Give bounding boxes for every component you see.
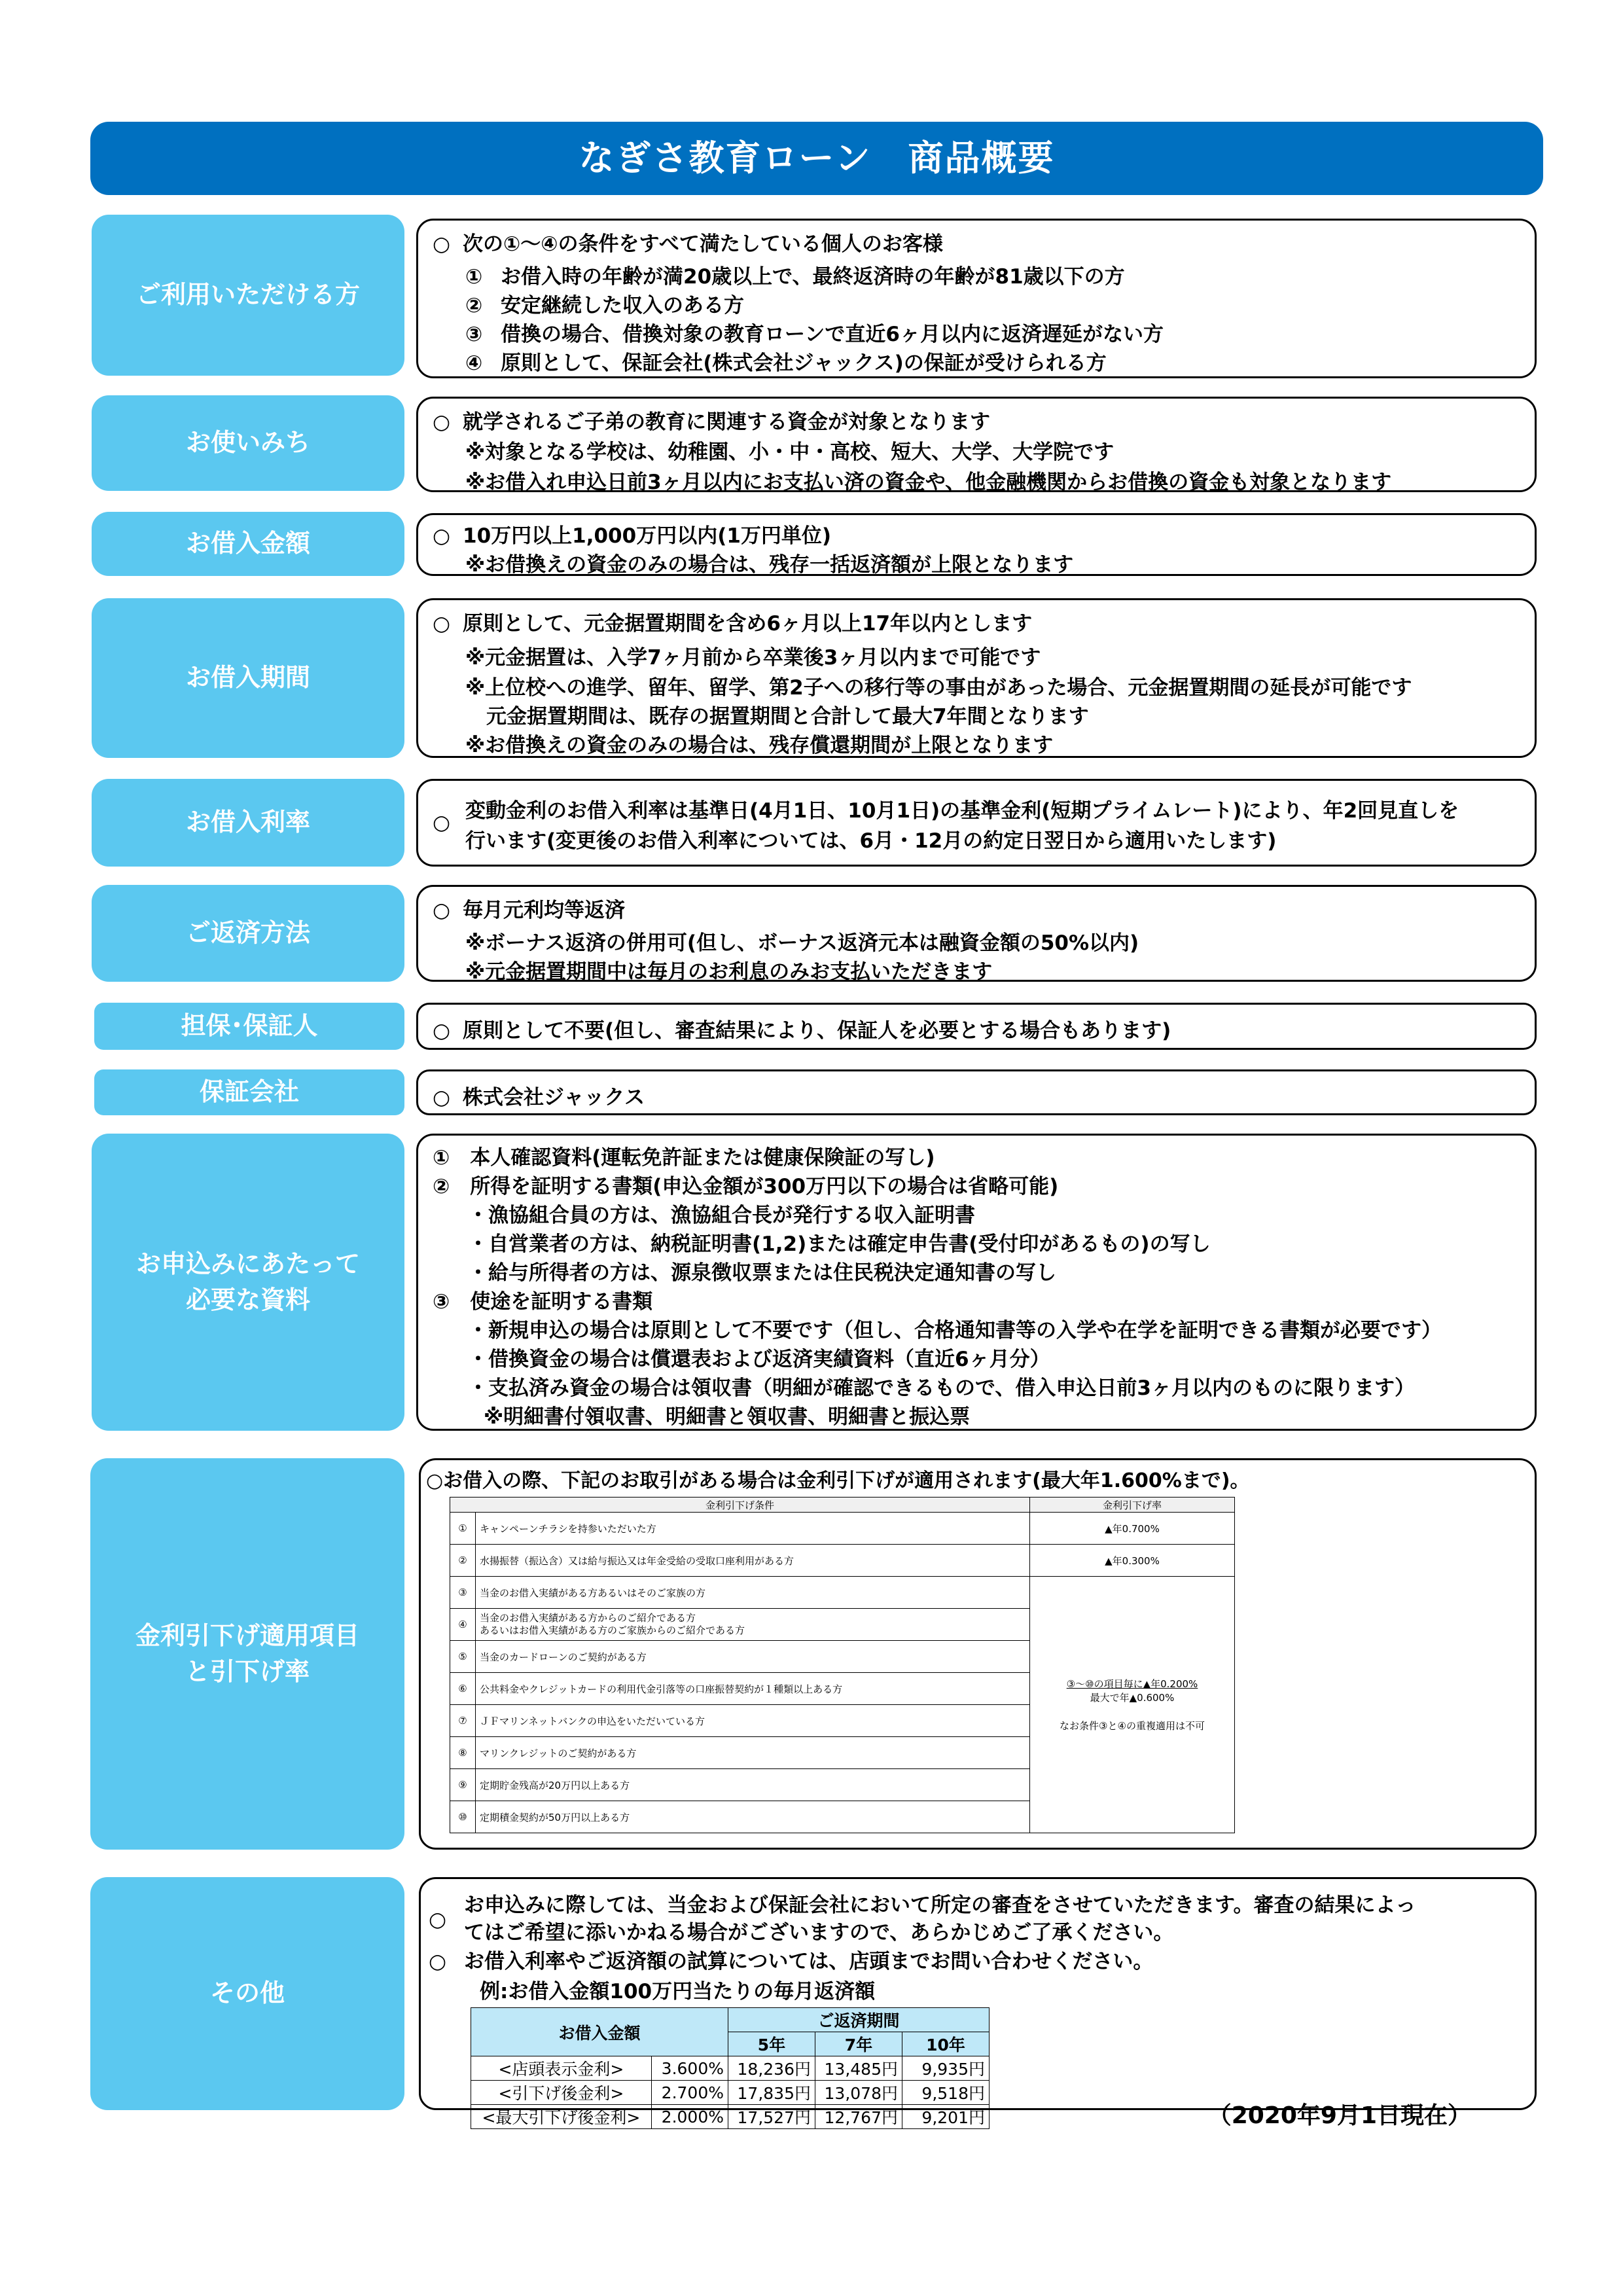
table-row	[450, 1513, 1235, 1545]
row-value: 13,485円	[815, 2056, 902, 2081]
table-row	[450, 1577, 1235, 1609]
other-line: お借入利率やご返済額の試算については、店頭までお問い合わせください。	[464, 1950, 1154, 1973]
documents-line: ・新規申込の場合は原則として不要です（但し、合格通知書等の入学や在学を証明できる書類が必要です）	[468, 1319, 1442, 1342]
box-collateral	[416, 1003, 1537, 1050]
row-condition: ＪＦマリンネットバンクの申込をいただいている方	[476, 1705, 1030, 1737]
label-documents: お申込みにあたって 必要な資料	[92, 1134, 404, 1431]
documents-line: ・支払済み資金の場合は領収書（明細が確認できるもので、借入申込日前3ヶ月以内のものに限ります）	[468, 1376, 1415, 1400]
bullet-icon: ○	[433, 410, 451, 434]
row-rate: 2.700%	[651, 2081, 728, 2105]
row-number: ⑧	[450, 1737, 476, 1769]
documents-line: ① 本人確認資料(運転免許証または健康保険証の写し)	[433, 1146, 935, 1170]
row-value: 18,236円	[728, 2056, 815, 2081]
box-documents	[416, 1134, 1537, 1431]
col-condition: 金利引下げ条件	[450, 1498, 1030, 1513]
box-discount	[419, 1458, 1537, 1850]
row-value: 9,935円	[902, 2056, 990, 2081]
row-value: 9,201円	[902, 2105, 990, 2129]
row-rate: ▲年0.700%	[1030, 1513, 1235, 1545]
table-row	[471, 2081, 990, 2105]
label-guarantor: 保証会社	[94, 1069, 404, 1115]
use-line: ※対象となる学校は、幼稚園、小・中・高校、短大、大学、大学院です	[465, 440, 1115, 464]
item-number: ②	[465, 294, 483, 317]
header-term: 10年	[902, 2032, 990, 2056]
collateral-text: 原則として不要(但し、審査結果により、保証人を必要とする場合もあります)	[463, 1019, 1171, 1043]
eligibility-item: 借換の場合、借換対象の教育ローンで直近6ヶ月以内に返済遅延がない方	[501, 323, 1164, 346]
label-amount: お借入金額	[92, 512, 404, 576]
table-row	[450, 1545, 1235, 1577]
bullet-icon: ○	[429, 1908, 447, 1931]
row-number: ④	[450, 1609, 476, 1641]
group-rate-line: 最大で年▲0.600%	[1090, 1692, 1175, 1704]
row-rate: ▲年0.300%	[1030, 1545, 1235, 1577]
label-use: お使いみち	[92, 395, 404, 491]
eligibility-item: お借入時の年齢が満20歳以上で、最終返済時の年齢が81歳以下の方	[501, 265, 1125, 289]
item-number: ①	[465, 265, 483, 289]
row-value: 9,518円	[902, 2081, 990, 2105]
row-rate: 3.600%	[651, 2056, 728, 2081]
table-row	[471, 2105, 990, 2129]
page-title: なぎさ教育ローン 商品概要	[90, 122, 1543, 195]
row-number: ⑨	[450, 1769, 476, 1801]
rate-line: 変動金利のお借入利率は基準日(4月1日、10月1日)の基準金利(短期プライムレート)により、年2回見直しを	[465, 799, 1459, 823]
repayment-line: 毎月元利均等返済	[463, 899, 625, 922]
repayment-line: ※元金据置期間中は毎月のお利息のみお支払いただきます	[465, 960, 993, 984]
box-repayment	[416, 885, 1537, 982]
use-line: ※お借入れ申込日前3ヶ月以内にお支払い済の資金や、他金融機関からお借換の資金も対象となります	[465, 471, 1392, 494]
header-amount: お借入金額	[471, 2008, 728, 2056]
row-condition: 定期貯金残高が20万円以上ある方	[476, 1769, 1030, 1801]
box-period	[416, 598, 1537, 758]
box-guarantor	[416, 1069, 1537, 1115]
row-condition: 当金のカードローンのご契約がある方	[476, 1641, 1030, 1673]
row-condition: キャンペーンチラシを持参いただいた方	[476, 1513, 1030, 1545]
table-row	[471, 2056, 990, 2081]
amount-line: 10万円以上1,000万円以内(1万円単位)	[463, 524, 832, 548]
bullet-icon: ○	[433, 899, 451, 922]
documents-line: ・借換資金の場合は償還表および返済実績資料（直近6ヶ月分）	[468, 1348, 1050, 1371]
repayment-line: ※ボーナス返済の併用可(但し、ボーナス返済元本は融資金額の50%以内)	[465, 931, 1139, 955]
row-number: ⑥	[450, 1673, 476, 1705]
item-number: ③	[465, 323, 483, 346]
row-value: 17,527円	[728, 2105, 815, 2129]
discount-intro: ○お借入の際、下記のお取引がある場合は金利引下げが適用されます(最大年1.600%まで)。	[426, 1469, 1250, 1492]
header-term: 5年	[728, 2032, 815, 2056]
row-condition: 当金のお借入実績がある方からのご紹介である方 あるいはお借入実績がある方のご家族からのご紹介である方	[476, 1609, 1030, 1641]
bullet-icon: ○	[433, 232, 451, 256]
label-rate: お借入利率	[92, 779, 404, 867]
label-eligibility: ご利用いただける方	[92, 215, 404, 376]
eligibility-item: 原則として、保証会社(株式会社ジャックス)の保証が受けられる方	[501, 351, 1107, 375]
bullet-icon: ○	[433, 1086, 451, 1109]
row-condition: 当金のお借入実績がある方あるいはそのご家族の方	[476, 1577, 1030, 1609]
amount-line: ※お借換えの資金のみの場合は、残存一括返済額が上限となります	[465, 553, 1074, 577]
example-caption: 例:お借入金額100万円当たりの毎月返済額	[480, 1980, 876, 2003]
row-condition: 定期積金契約が50万円以上ある方	[476, 1801, 1030, 1833]
row-value: 13,078円	[815, 2081, 902, 2105]
discount-table	[450, 1497, 1235, 1833]
guarantor-text: 株式会社ジャックス	[463, 1086, 645, 1109]
documents-line: ・漁協組合員の方は、漁協組合長が発行する収入証明書	[468, 1204, 975, 1227]
eligibility-intro: 次の①～④の条件をすべて満たしている個人のお客様	[463, 232, 943, 256]
row-number: ③	[450, 1577, 476, 1609]
bullet-icon: ○	[433, 1019, 451, 1043]
bullet-icon: ○	[433, 612, 451, 636]
item-number: ④	[465, 351, 483, 375]
documents-line: ② 所得を証明する書類(申込金額が300万円以下の場合は省略可能)	[433, 1175, 1059, 1198]
period-line: 元金据置期間は、既存の据置期間と合計して最大7年間となります	[486, 705, 1089, 728]
bullet-icon: ○	[429, 1950, 447, 1973]
documents-line: ※明細書付領収書、明細書と領収書、明細書と振込票	[484, 1405, 971, 1429]
bullet-icon: ○	[433, 524, 451, 548]
eligibility-item: 安定継続した収入のある方	[501, 294, 744, 317]
documents-line: ③ 使途を証明する書類	[433, 1290, 653, 1314]
row-value: 17,835円	[728, 2081, 815, 2105]
row-number: ⑤	[450, 1641, 476, 1673]
row-number: ②	[450, 1545, 476, 1577]
period-line: 原則として、元金据置期間を含め6ヶ月以上17年以内とします	[463, 612, 1033, 636]
group-rate-line: ③～⑩の項目毎に▲年0.200%	[1066, 1678, 1198, 1690]
group-note: なお条件③と④の重複適用は不可	[1060, 1720, 1205, 1732]
row-label: <最大引下げ後金利>	[471, 2105, 652, 2129]
col-rate: 金利引下げ率	[1030, 1498, 1235, 1513]
box-amount	[416, 513, 1537, 576]
label-discount: 金利引下げ適用項目 と引下げ率	[90, 1458, 404, 1850]
row-number: ⑩	[450, 1801, 476, 1833]
rate-line: 行います(変更後のお借入利率については、6月・12月の約定日翌日から適用いたします)	[465, 829, 1277, 853]
box-rate	[416, 779, 1537, 867]
label-repayment: ご返済方法	[92, 885, 404, 982]
use-line: 就学されるご子弟の教育に関連する資金が対象となります	[463, 410, 990, 434]
documents-line: ・給与所得者の方は、源泉徴収票または住民税決定通知書の写し	[468, 1261, 1056, 1285]
row-number: ①	[450, 1513, 476, 1545]
box-eligibility	[416, 219, 1537, 378]
label-collateral: 担保･保証人	[94, 1003, 404, 1050]
period-line: ※上位校への進学、留年、留学、第2子への移行等の事由があった場合、元金据置期間の延長が可能です	[465, 676, 1412, 700]
label-period: お借入期間	[92, 598, 404, 758]
repayment-example-table	[471, 2007, 990, 2129]
period-line: ※お借換えの資金のみの場合は、残存償還期間が上限となります	[465, 734, 1054, 757]
as-of-date: （2020年9月1日現在）	[1207, 2102, 1471, 2129]
row-rate: 2.000%	[651, 2105, 728, 2129]
row-number: ⑦	[450, 1705, 476, 1737]
period-line: ※元金据置は、入学7ヶ月前から卒業後3ヶ月以内まで可能です	[465, 646, 1041, 670]
row-condition: 水揚振替（振込含）又は給与振込又は年金受給の受取口座利用がある方	[476, 1545, 1030, 1577]
header-period: ご返済期間	[728, 2008, 990, 2032]
bullet-icon: ○	[433, 811, 451, 834]
header-term: 7年	[815, 2032, 902, 2056]
other-line: お申込みに際しては、当金および保証会社において所定の審査をさせていただきます。審査の結果によっ	[464, 1893, 1416, 1917]
group-rate	[1030, 1577, 1235, 1833]
label-other: その他	[90, 1877, 404, 2110]
documents-line: ・自営業者の方は、納税証明書(1,2)または確定申告書(受付印があるもの)の写し	[468, 1232, 1211, 1256]
row-condition: マリンクレジットのご契約がある方	[476, 1737, 1030, 1769]
row-label: <店頭表示金利>	[471, 2056, 652, 2081]
row-value: 12,767円	[815, 2105, 902, 2129]
other-line: てはご希望に添いかねる場合がございますので、あらかじめご了承ください。	[464, 1921, 1174, 1945]
row-condition: 公共料金やクレジットカードの利用代金引落等の口座振替契約が１種類以上ある方	[476, 1673, 1030, 1705]
row-label: <引下げ後金利>	[471, 2081, 652, 2105]
box-use	[416, 397, 1537, 492]
